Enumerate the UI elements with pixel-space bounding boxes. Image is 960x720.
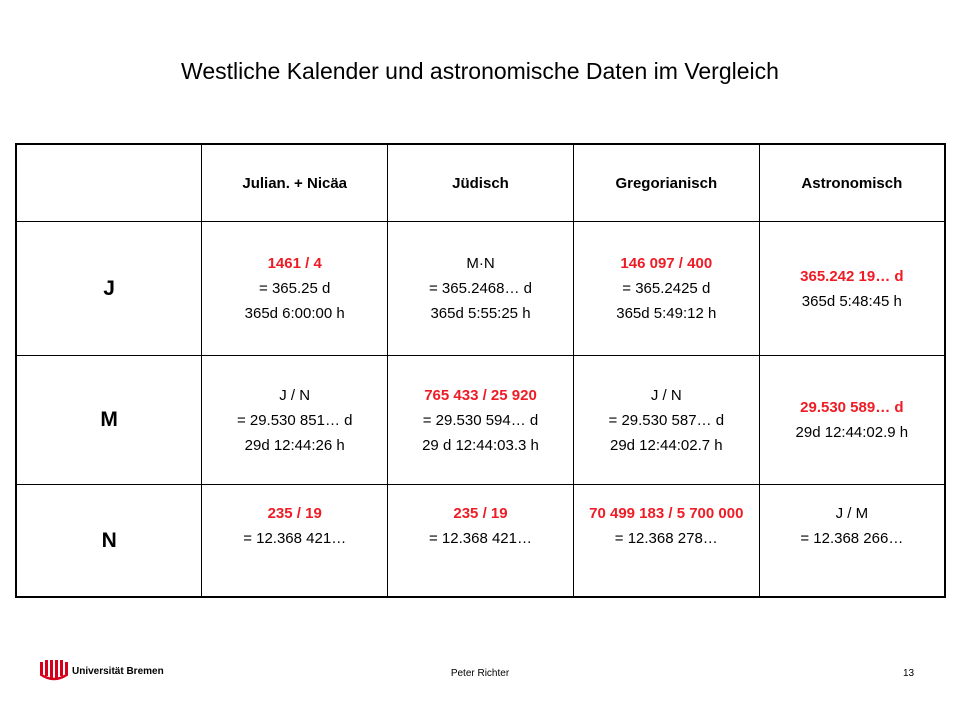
- column-header-astronomisch: Astronomisch: [759, 144, 945, 222]
- cell-j-astronomisch: [759, 222, 945, 356]
- cell-value-red: 70 499 183 / 5 700 000: [589, 505, 744, 522]
- cell-value: = 29.530 587… d: [608, 411, 725, 429]
- cell-value: = 29.530 851… d: [236, 411, 353, 429]
- cell-value: = 12.368 266…: [800, 530, 904, 547]
- cell-j-gregorianisch: [573, 222, 759, 356]
- cell-value: = 12.368 278…: [614, 530, 718, 547]
- table-header-row: [16, 144, 945, 222]
- table-row-n: [16, 485, 945, 598]
- table-row-m: [16, 356, 945, 485]
- column-header-juedisch: Jüdisch: [388, 144, 574, 222]
- cell-n-astronomisch: [759, 485, 945, 598]
- column-header-julian: Julian. + Nicäa: [202, 144, 388, 222]
- cell-value: 365d 6:00:00 h: [244, 305, 345, 322]
- cell-value: = 365.25 d: [259, 280, 331, 297]
- cell-n-gregorianisch: [573, 485, 759, 598]
- cell-value: = 29.530 594… d: [422, 411, 539, 429]
- page-number: 13: [903, 668, 915, 679]
- cell-value-red: 235 / 19: [453, 505, 508, 522]
- footer-author: Peter Richter: [450, 668, 510, 679]
- cell-value: = 365.2425 d: [622, 280, 711, 297]
- cell-value-red: 1461 / 4: [267, 255, 322, 272]
- cell-m-astronomisch: [759, 356, 945, 485]
- cell-value: 29d 12:44:02.9 h: [795, 424, 909, 441]
- cell-value: J / N: [279, 386, 311, 404]
- cell-value: = 12.368 421…: [428, 530, 532, 547]
- row-label-j: J: [16, 222, 202, 356]
- cell-value: 365d 5:49:12 h: [616, 305, 717, 322]
- logo-text: Universität Bremen: [72, 665, 164, 677]
- cell-m-juedisch: [388, 356, 574, 485]
- cell-value: J / M: [835, 505, 869, 522]
- corner-cell: [16, 144, 202, 222]
- cell-value: 29 d 12:44:03.3 h: [422, 436, 539, 454]
- cell-value: 365d 5:48:45 h: [801, 292, 902, 310]
- cell-value: = 12.368 421…: [243, 530, 347, 547]
- cell-value-red: 29.530 589… d: [800, 399, 904, 416]
- cell-n-juedisch: [388, 485, 574, 598]
- cell-value: 29d 12:44:02.7 h: [609, 436, 723, 454]
- cell-value-red: 235 / 19: [267, 505, 322, 522]
- cell-j-julian: [202, 222, 388, 356]
- cell-m-gregorianisch: [573, 356, 759, 485]
- cell-value-red: 365.242 19… d: [800, 267, 904, 285]
- cell-value: 29d 12:44:26 h: [244, 436, 345, 454]
- cell-value-red: 765 433 / 25 920: [424, 386, 537, 404]
- row-label-m: M: [16, 356, 202, 485]
- cell-j-juedisch: [388, 222, 574, 356]
- row-label-n: N: [16, 485, 202, 598]
- table-row-j: [16, 222, 945, 356]
- comparison-table: [15, 143, 946, 598]
- cell-value: = 365.2468… d: [428, 280, 532, 297]
- cell-value: M·N: [466, 255, 495, 272]
- slide-title: Westliche Kalender und astronomische Daten im Vergleich: [181, 58, 779, 84]
- cell-value: J / N: [650, 386, 682, 404]
- cell-m-julian: [202, 356, 388, 485]
- column-header-gregorianisch: Gregorianisch: [573, 144, 759, 222]
- cell-value: 365d 5:55:25 h: [430, 305, 531, 322]
- cell-n-julian: [202, 485, 388, 598]
- cell-value-red: 146 097 / 400: [620, 255, 713, 272]
